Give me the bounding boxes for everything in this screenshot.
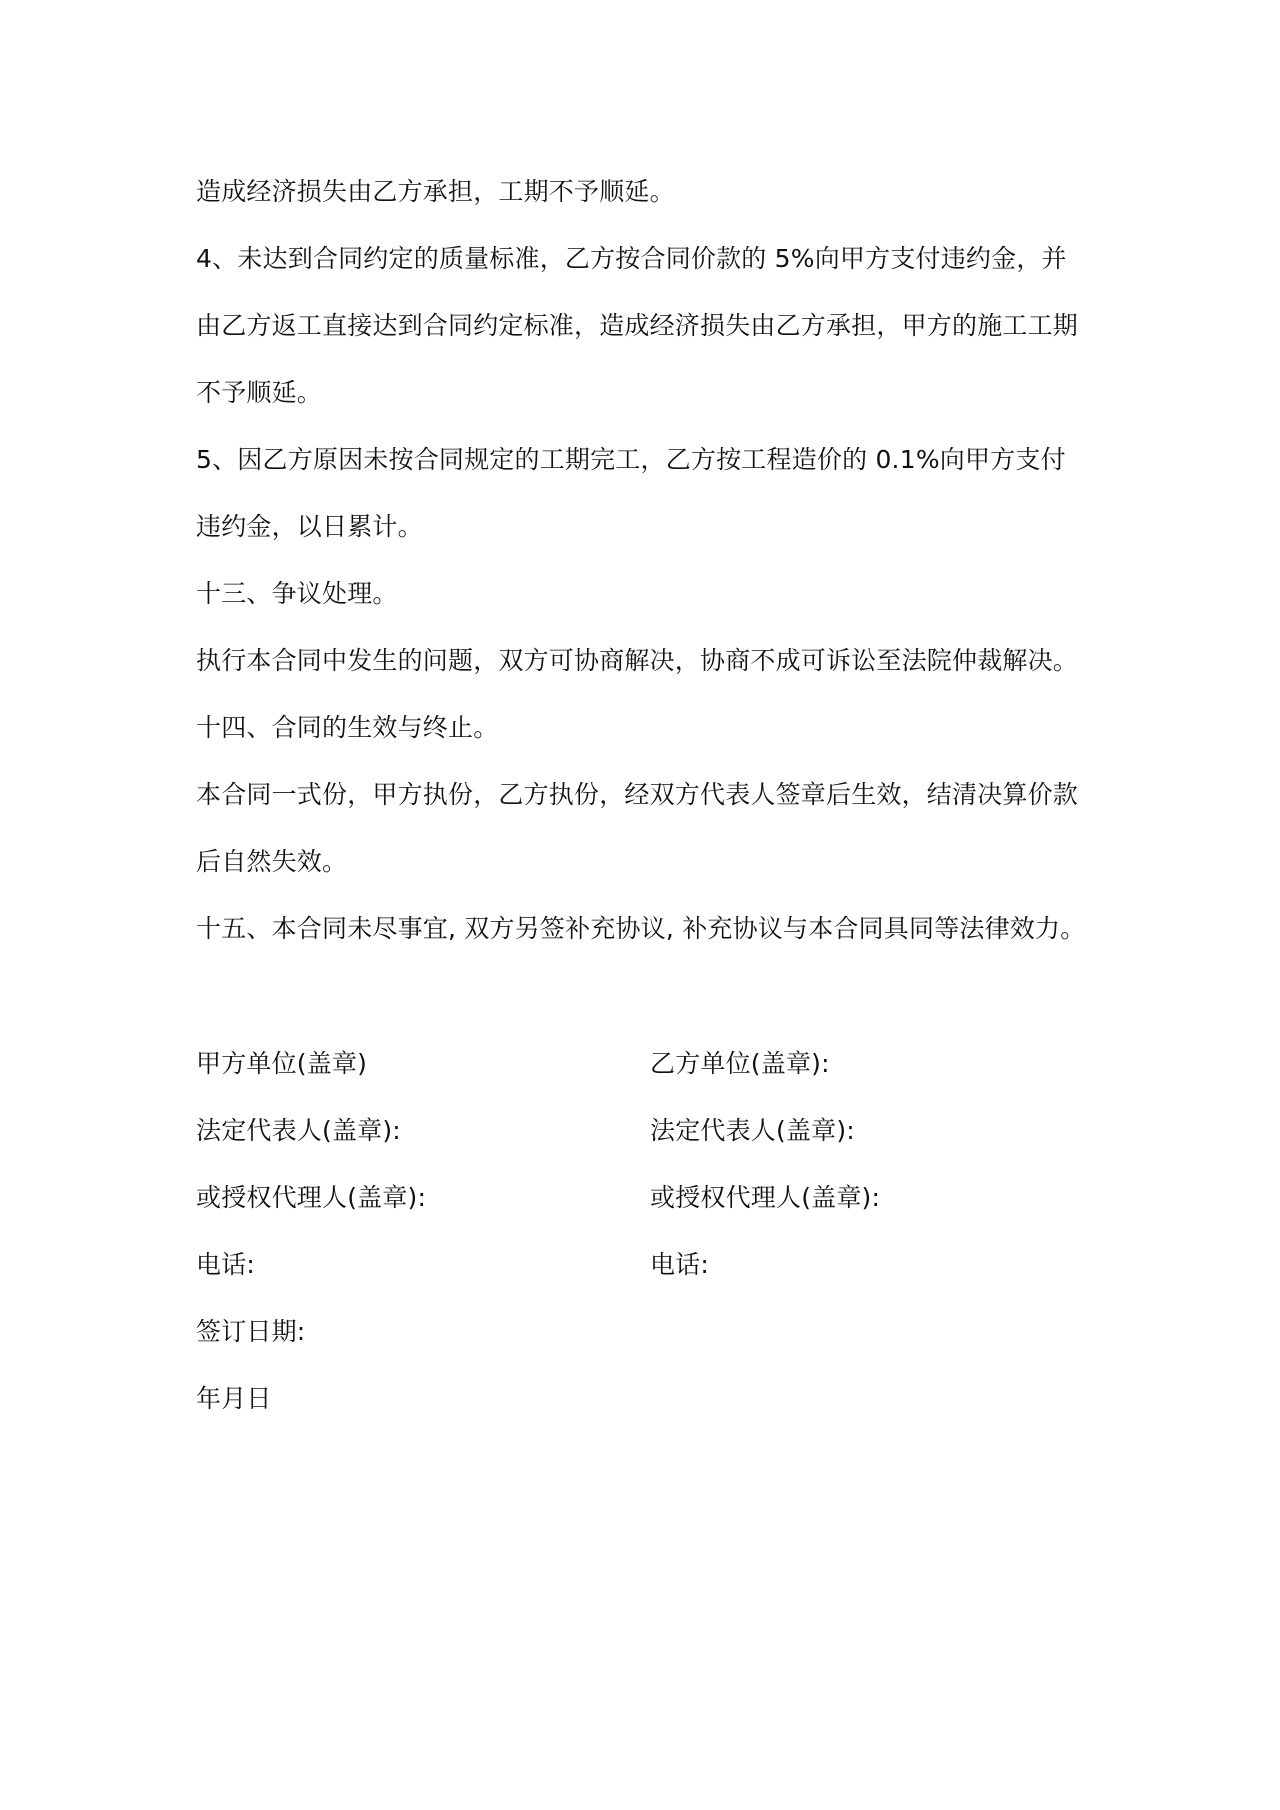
section-14-body-line-2: 后自然失效。 [196,847,348,876]
sign-date-label: 签订日期: [196,1317,306,1346]
party-b-agent-label: 或授权代理人(盖章): [650,1183,881,1212]
section-13-heading: 十三、争议处理。 [196,579,398,608]
party-a-agent-label: 或授权代理人(盖章): [196,1183,427,1212]
section-13-body: 执行本合同中发生的问题，双方可协商解决，协商不成可诉讼至法院仲裁解决。 [196,646,1079,675]
section-14-heading: 十四、合同的生效与终止。 [196,713,499,742]
clause-4-line-3: 不予顺延。 [196,378,323,407]
party-a-legal-rep-label: 法定代表人(盖章): [196,1116,401,1145]
section-14-body-line-1: 本合同一式份，甲方执份，乙方执份，经双方代表人签章后生效，结清决算价款 [196,780,1079,809]
clause-5-line-2: 违约金，以日累计。 [196,512,423,541]
section-15-line: 十五、本合同未尽事宜, 双方另签补充协议, 补充协议与本合同具同等法律效力。 [196,914,1086,943]
party-b-legal-rep-label: 法定代表人(盖章): [650,1116,855,1145]
clause-5-line-1: 5、因乙方原因未按合同规定的工期完工，乙方按工程造价的 0.1%向甲方支付 [196,445,1066,474]
party-b-unit-label: 乙方单位(盖章): [650,1049,830,1078]
date-placeholder: 年月日 [196,1384,272,1413]
party-b-phone-label: 电话: [650,1250,710,1279]
party-a-unit-label: 甲方单位(盖章) [196,1049,368,1078]
clause-4-line-1: 4、未达到合同约定的质量标准，乙方按合同价款的 5%向甲方支付违约金，并 [196,244,1067,273]
clause-4-line-2: 由乙方返工直接达到合同约定标准，造成经济损失由乙方承担，甲方的施工工期 [196,311,1079,340]
paragraph-line: 造成经济损失由乙方承担，工期不予顺延。 [196,177,675,206]
party-a-phone-label: 电话: [196,1250,256,1279]
